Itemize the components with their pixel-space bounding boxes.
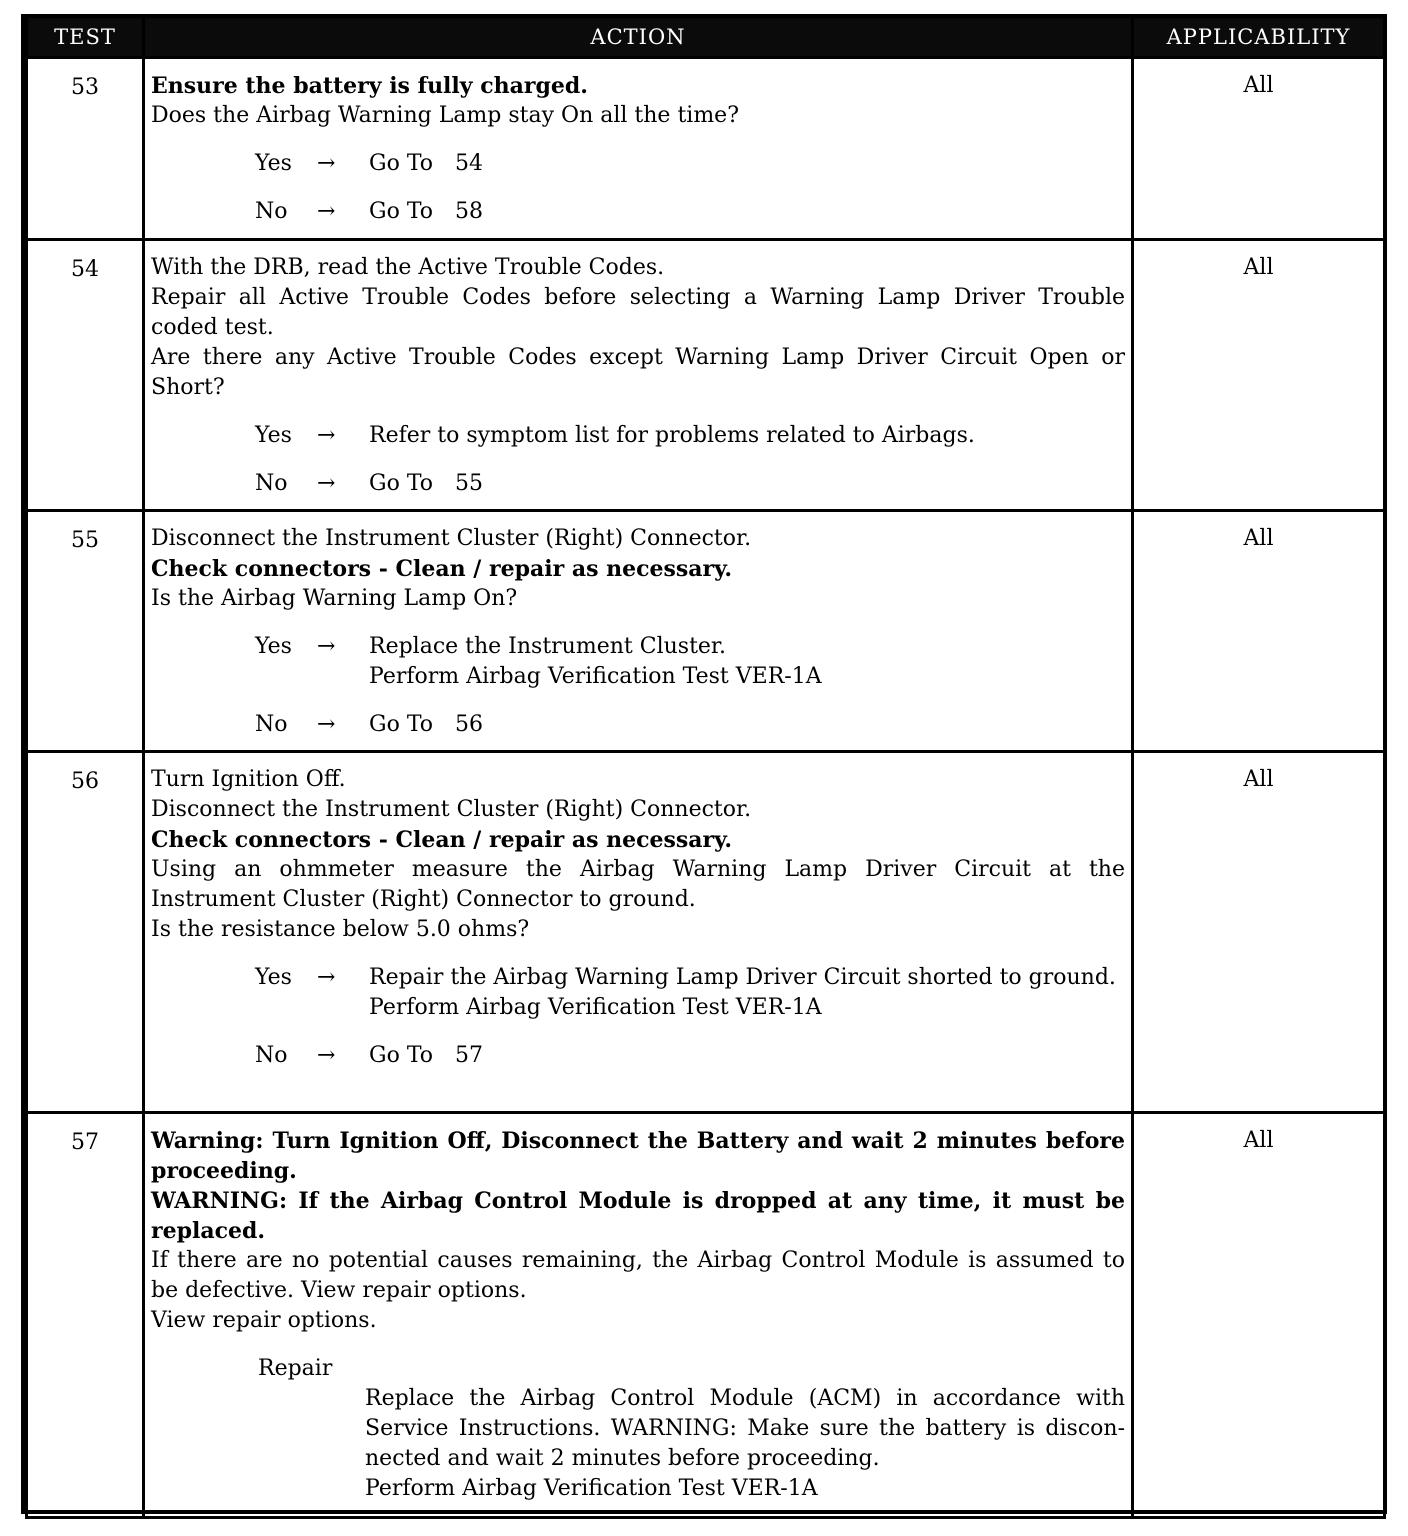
instruction-bold: WARNING: If the Airbag Control Module is dropped at any time, it must be replaced.	[151, 1188, 1125, 1244]
applicability-value: All	[1133, 511, 1385, 752]
result-line	[369, 1041, 1125, 1071]
action-cell	[144, 511, 1133, 752]
test-number: 54	[27, 240, 144, 511]
result-line	[369, 149, 1125, 179]
outcome-no	[255, 197, 1125, 227]
instruction-bold: Ensure the battery is fully charged.	[151, 73, 588, 99]
table-row	[27, 1113, 1385, 1518]
outcome-result	[369, 632, 1125, 692]
result-text: Repair the Airbag Warning Lamp Driver Circuit shorted to ground.	[369, 965, 1116, 990]
table-row	[27, 511, 1385, 752]
result-line	[369, 993, 1125, 1023]
outcome-no	[255, 1041, 1125, 1071]
goto-test-number: 57	[455, 1043, 484, 1068]
goto-test-number: 54	[455, 151, 484, 176]
applicability-value: All	[1133, 240, 1385, 511]
outcome-answer: Yes	[255, 423, 292, 448]
instruction-line: View repair options.	[151, 1308, 377, 1333]
test-number: 56	[27, 752, 144, 1113]
outcome-result	[369, 963, 1125, 1023]
arrow-icon: →	[317, 471, 336, 496]
header-applicability: APPLICABILITY	[1133, 18, 1385, 58]
header-test: TEST	[27, 18, 144, 58]
outcome-no	[255, 710, 1125, 740]
applicability-value: All	[1133, 1113, 1385, 1518]
arrow-icon: →	[317, 423, 336, 448]
instruction-line: Disconnect the Instrument Cluster (Right) Connector.	[151, 797, 752, 822]
table-body	[27, 58, 1385, 1518]
instruction-line: If there are no potential causes remaining, the Airbag Control Module is assumed to be defective. View repair options.	[151, 1248, 1125, 1303]
result-line	[369, 662, 1125, 692]
table-row	[27, 752, 1385, 1113]
outcome-answer: No	[255, 1043, 288, 1068]
result-text: Go To	[369, 151, 434, 176]
result-text: Go To	[369, 712, 434, 737]
outcome-yes	[255, 963, 1125, 1023]
arrow-icon: →	[317, 199, 336, 224]
result-text: Go To	[369, 1043, 434, 1068]
outcome-yes	[255, 421, 1125, 451]
outcome-result	[369, 710, 1125, 740]
instruction-line: Turn Ignition Off.	[151, 767, 346, 792]
instruction-line: Is the resistance below 5.0 ohms?	[151, 917, 530, 942]
instruction-line: Does the Airbag Warning Lamp stay On all the time?	[151, 103, 739, 128]
outcome-result	[369, 197, 1125, 227]
result-line	[369, 710, 1125, 740]
repair-instruction: Perform Airbag Verification Test VER-1A	[365, 1476, 818, 1501]
table-header	[27, 18, 1385, 58]
outcome-answer: No	[255, 712, 288, 737]
result-text: Perform Airbag Verification Test VER-1A	[369, 995, 822, 1020]
table-row	[27, 58, 1385, 240]
outcome-result	[369, 1041, 1125, 1071]
instruction-line: Disconnect the Instrument Cluster (Right) Connector.	[151, 526, 752, 551]
outcome-answer: Yes	[255, 151, 292, 176]
instruction-line: Is the Airbag Warning Lamp On?	[151, 586, 518, 611]
instruction-line: Using an ohmmeter measure the Airbag Warning Lamp Driver Circuit at the Instrument Cluster (Right) Connector to ground.	[151, 857, 1125, 912]
outcome-no	[255, 469, 1125, 499]
goto-test-number: 58	[455, 199, 484, 224]
result-line	[369, 469, 1125, 499]
action-cell	[144, 58, 1133, 240]
arrow-icon: →	[317, 634, 336, 659]
outcome-result	[369, 469, 1125, 499]
result-line	[369, 632, 1125, 662]
outcome-answer: Yes	[255, 634, 292, 659]
result-line	[369, 421, 1125, 451]
outcome-result	[369, 149, 1125, 179]
instruction-line: Repair all Active Trouble Codes before selecting a Warning Lamp Driver Trouble coded test.	[151, 285, 1125, 340]
applicability-value: All	[1133, 58, 1385, 240]
outcome-result	[369, 421, 1125, 451]
repair-instruction: Replace the Airbag Control Module (ACM) in accordance with Service Instructions. WARNING: Make sure the battery is discon-nected and wait 2 minutes before proceeding.	[365, 1386, 1125, 1471]
diagnostic-table	[25, 18, 1386, 1519]
result-line	[369, 963, 1125, 993]
arrow-icon: →	[317, 1043, 336, 1068]
instruction-bold: Warning: Turn Ignition Off, Disconnect the Battery and wait 2 minutes before proceeding.	[151, 1128, 1125, 1184]
outcome-yes	[255, 632, 1125, 692]
action-cell	[144, 240, 1133, 511]
instruction-line: With the DRB, read the Active Trouble Codes.	[151, 255, 665, 280]
test-number: 53	[27, 58, 144, 240]
table-row	[27, 240, 1385, 511]
result-text: Go To	[369, 471, 434, 496]
result-text: Refer to symptom list for problems related to Airbags.	[369, 423, 975, 448]
repair-label: Repair	[258, 1356, 333, 1381]
test-number: 57	[27, 1113, 144, 1518]
instruction-line: Are there any Active Trouble Codes except Warning Lamp Driver Circuit Open or Short?	[151, 345, 1125, 400]
outcome-yes	[255, 149, 1125, 179]
result-text: Perform Airbag Verification Test VER-1A	[369, 664, 822, 689]
action-cell	[144, 752, 1133, 1113]
applicability-value: All	[1133, 752, 1385, 1113]
arrow-icon: →	[317, 965, 336, 990]
test-number: 55	[27, 511, 144, 752]
instruction-bold: Check connectors - Clean / repair as necessary.	[151, 556, 733, 582]
diagnostic-table-frame	[21, 14, 1387, 1514]
instruction-bold: Check connectors - Clean / repair as necessary.	[151, 827, 733, 853]
arrow-icon: →	[317, 151, 336, 176]
outcome-answer: No	[255, 471, 288, 496]
goto-test-number: 55	[455, 471, 484, 496]
result-text: Go To	[369, 199, 434, 224]
arrow-icon: →	[317, 712, 336, 737]
outcome-answer: Yes	[255, 965, 292, 990]
header-action: ACTION	[144, 18, 1133, 58]
result-text: Replace the Instrument Cluster.	[369, 634, 727, 659]
result-line	[369, 197, 1125, 227]
goto-test-number: 56	[455, 712, 484, 737]
outcome-answer: No	[255, 199, 288, 224]
action-cell	[144, 1113, 1133, 1518]
